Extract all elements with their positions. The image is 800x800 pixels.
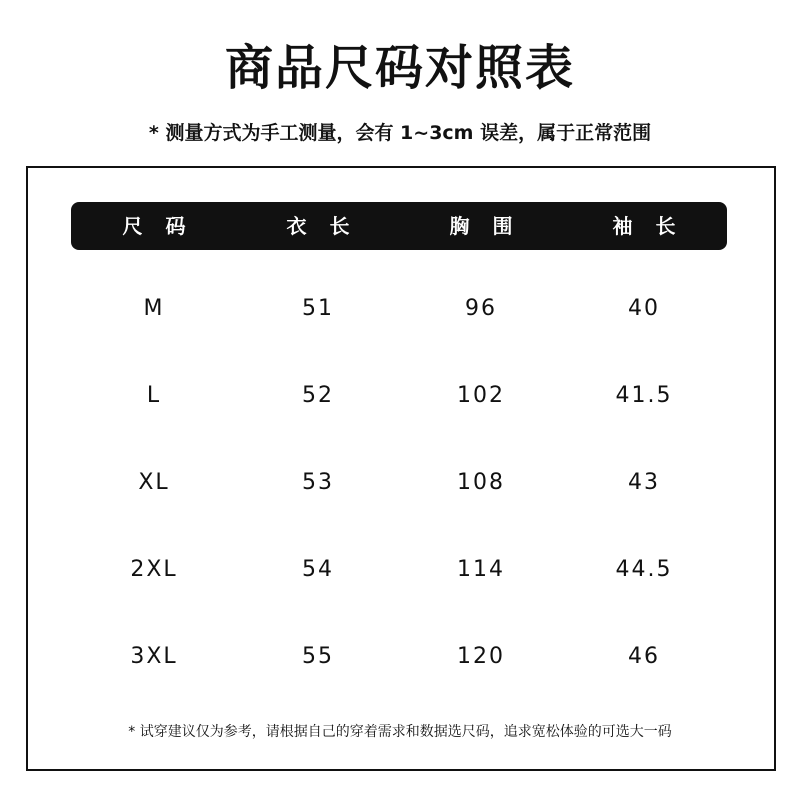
cell-size: L xyxy=(146,383,162,408)
cell-sleeve: 44.5 xyxy=(615,557,673,582)
header-size: 尺 码 xyxy=(122,214,194,238)
cell-size: XL xyxy=(138,470,170,495)
cell-sleeve: 46 xyxy=(628,644,660,669)
cell-sleeve: 40 xyxy=(628,296,660,321)
cell-length: 51 xyxy=(302,296,334,321)
cell-length: 52 xyxy=(302,383,334,408)
measurement-note: * 测量方式为手工测量，会有 1~3cm 误差，属于正常范围 xyxy=(148,122,652,144)
header-length: 衣 长 xyxy=(286,214,358,238)
table-row xyxy=(0,637,800,677)
page-title: 商品尺码对照表 xyxy=(224,40,575,96)
header-chest: 胸 围 xyxy=(449,214,521,238)
cell-sleeve: 41.5 xyxy=(615,383,673,408)
cell-chest: 102 xyxy=(457,383,505,408)
fit-advice-note: * 试穿建议仅为参考，请根据自己的穿着需求和数据选尺码，追求宽松体验的可选大一码 xyxy=(128,724,672,740)
cell-chest: 114 xyxy=(457,557,505,582)
cell-length: 55 xyxy=(302,644,334,669)
cell-length: 54 xyxy=(302,557,334,582)
cell-sleeve: 43 xyxy=(628,470,660,495)
table-row xyxy=(0,550,800,590)
header-sleeve: 袖 长 xyxy=(612,214,684,238)
cell-size: M xyxy=(143,296,165,321)
cell-chest: 96 xyxy=(465,296,497,321)
table-row xyxy=(0,289,800,329)
table-header xyxy=(71,202,727,250)
table-row xyxy=(0,376,800,416)
cell-chest: 120 xyxy=(457,644,505,669)
cell-length: 53 xyxy=(302,470,334,495)
table-row xyxy=(0,463,800,503)
cell-chest: 108 xyxy=(457,470,505,495)
cell-size: 3XL xyxy=(130,644,178,669)
cell-size: 2XL xyxy=(130,557,178,582)
